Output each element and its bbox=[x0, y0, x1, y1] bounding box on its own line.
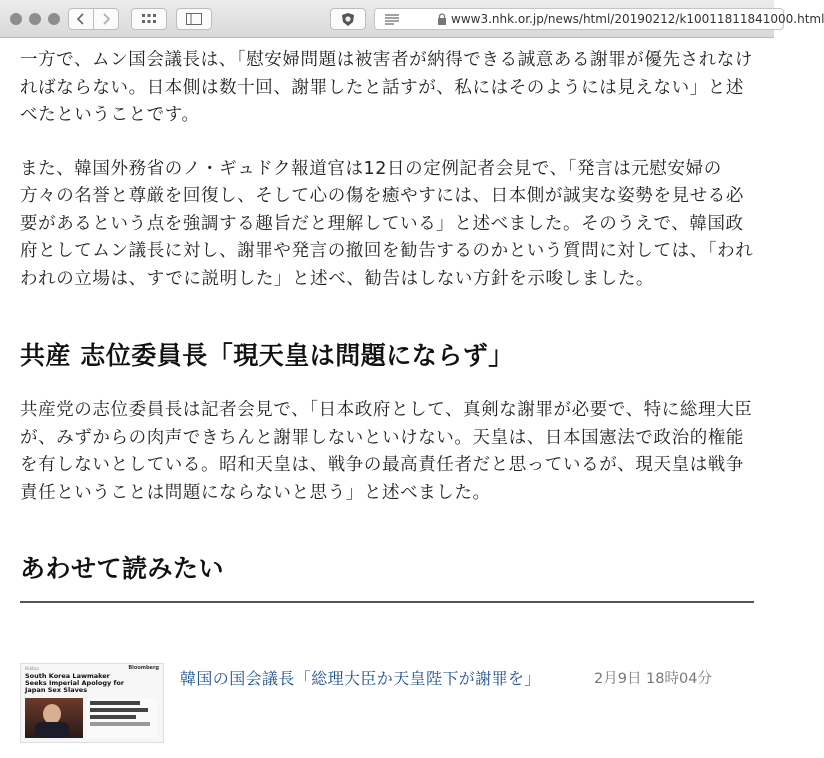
grid-icon bbox=[142, 14, 156, 24]
top-sites-button[interactable] bbox=[131, 8, 167, 30]
related-article-date: 2月9日 18時04分 bbox=[594, 671, 712, 687]
chevron-left-icon bbox=[76, 13, 86, 25]
related-article-item[interactable] bbox=[20, 660, 754, 744]
zoom-window-button[interactable] bbox=[48, 13, 60, 25]
related-article-link[interactable]: 韓国の国会議長「総理大臣か天皇陛下が謝罪を」 bbox=[180, 669, 541, 688]
article-body bbox=[20, 38, 754, 603]
close-window-button[interactable] bbox=[10, 13, 22, 25]
thumb-brand: Bloomberg bbox=[128, 665, 159, 671]
thumb-text-block bbox=[87, 698, 157, 738]
thumb-headline: South Korea Lawmaker Seeks Imperial Apology for Japan Sex Slaves bbox=[25, 672, 125, 694]
chevron-right-icon bbox=[101, 13, 111, 25]
back-button[interactable] bbox=[68, 8, 94, 30]
shield-icon bbox=[341, 12, 355, 27]
sidebar-button[interactable] bbox=[176, 8, 212, 30]
related-thumbnail[interactable] bbox=[20, 663, 164, 743]
divider bbox=[20, 601, 754, 603]
article-paragraph: また、韓国外務省のノ・ギュドク報道官は12日の定例記者会見で、「発言は元慰安婦の方々の名誉と尊厳を回復し、そして心の傷を癒やすには、日本側が誠実な姿勢を見せる必要があるという点を強調する趣旨だと理解している」と述べました。そのうえで、韓国政府としてムン議長に対し、謝罪や発言の撤回を勧告するのかという質問に対しては、「われわれの立場は、すでに説明した」と述べ、勧告はしない方針を示唆しました。 bbox=[20, 158, 754, 289]
minimize-window-button[interactable] bbox=[29, 13, 41, 25]
article-paragraph: 共産党の志位委員長は記者会見で、「日本政府として、真剣な謝罪が必要で、特に総理大臣が、みずからの肉声できちんと謝罪しないといけない。天皇は、日本国憲法で政治的権能を有しないとしている。昭和天皇は、戦争の最高責任者だと思っているが、現天皇は戦争責任ということは問題にならないと思う」と述べました。 bbox=[20, 400, 753, 503]
browser-toolbar bbox=[0, 0, 824, 38]
related-heading: あわせて読みたい bbox=[20, 554, 225, 583]
forward-button[interactable] bbox=[93, 8, 119, 30]
article-paragraph: 一方で、ムン国会議長は、「慰安婦問題は被害者が納得できる誠意ある謝罪が優先されなければならない。日本側は数十回、謝罪したと話すが、私にはそのようには見えない」と述べたということです。 bbox=[20, 50, 753, 125]
thumb-photo bbox=[25, 698, 83, 738]
section-heading: 共産 志位委員長「現天皇は問題にならず」 bbox=[20, 341, 514, 370]
lock-icon bbox=[437, 13, 447, 25]
sidebar-icon bbox=[186, 13, 202, 25]
extension-button[interactable] bbox=[330, 8, 366, 30]
address-bar[interactable] bbox=[374, 8, 824, 30]
url-text: www3.nhk.or.jp/news/html/20190212/k10011811841000.html bbox=[451, 12, 824, 26]
reader-view-icon[interactable] bbox=[385, 14, 399, 25]
thumb-section: Politics bbox=[25, 666, 39, 671]
